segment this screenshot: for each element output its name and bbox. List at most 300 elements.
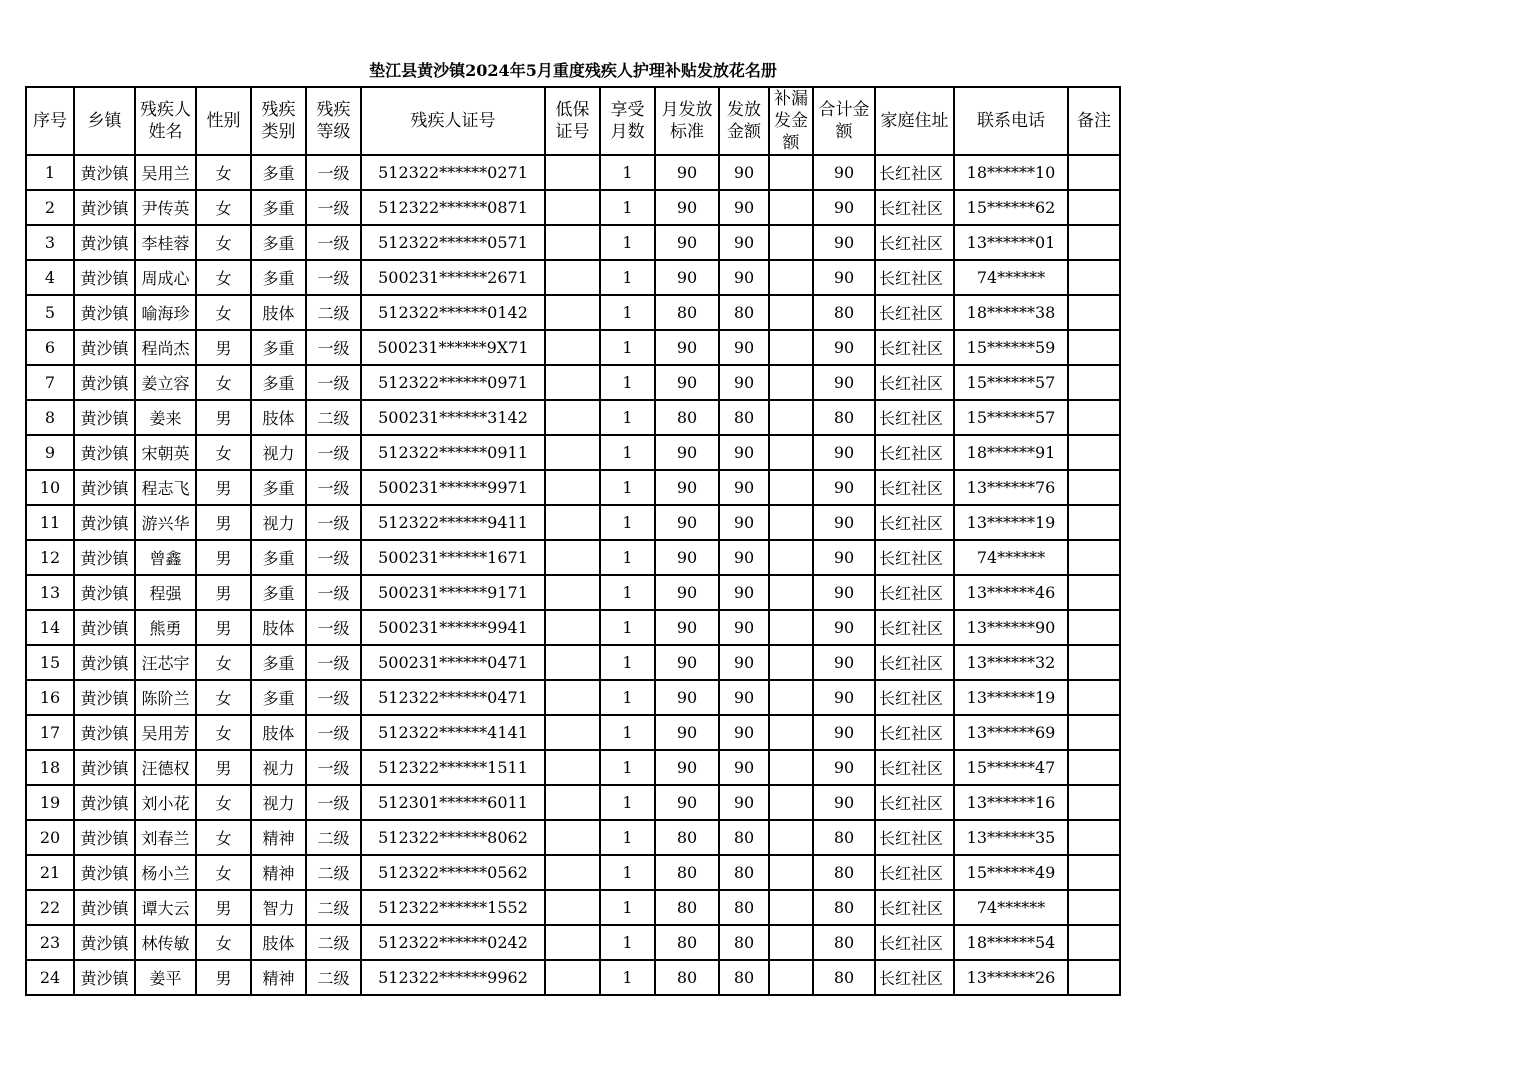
cell-address: 长红社区	[875, 330, 954, 365]
cell-gender: 女	[196, 295, 251, 330]
cell-supplement	[769, 190, 813, 225]
table-header-row	[26, 87, 1120, 155]
cell-name: 刘春兰	[135, 820, 196, 855]
cell-seq: 21	[26, 855, 74, 890]
cell-total: 90	[813, 715, 875, 750]
cell-dibao	[545, 610, 600, 645]
column-header-town	[74, 87, 135, 155]
table-row	[26, 330, 1120, 365]
table-row	[26, 225, 1120, 260]
table-row	[26, 750, 1120, 785]
cell-phone: 15******57	[954, 365, 1068, 400]
cell-dibao	[545, 960, 600, 995]
cell-seq: 18	[26, 750, 74, 785]
cell-total: 90	[813, 435, 875, 470]
cell-name: 李桂蓉	[135, 225, 196, 260]
cell-gender: 男	[196, 540, 251, 575]
cell-address: 长红社区	[875, 260, 954, 295]
column-header-text: 残疾人	[140, 100, 191, 120]
cell-months: 1	[600, 225, 655, 260]
cell-dibao	[545, 470, 600, 505]
cell-idno: 512322******9962	[361, 960, 545, 995]
cell-supplement	[769, 785, 813, 820]
cell-type: 智力	[251, 890, 306, 925]
cell-amount: 90	[719, 540, 769, 575]
cell-months: 1	[600, 435, 655, 470]
cell-gender: 男	[196, 330, 251, 365]
table-row	[26, 960, 1120, 995]
cell-grade: 一级	[306, 785, 361, 820]
cell-standard: 80	[655, 295, 719, 330]
cell-grade: 二级	[306, 855, 361, 890]
cell-name: 汪芯宇	[135, 645, 196, 680]
cell-amount: 90	[719, 225, 769, 260]
cell-name: 曾鑫	[135, 540, 196, 575]
cell-amount: 90	[719, 575, 769, 610]
column-header-supplement	[769, 87, 813, 155]
cell-name: 程强	[135, 575, 196, 610]
cell-seq: 19	[26, 785, 74, 820]
cell-phone: 18******91	[954, 435, 1068, 470]
cell-type: 肢体	[251, 295, 306, 330]
cell-remark	[1068, 365, 1120, 400]
cell-supplement	[769, 645, 813, 680]
cell-total: 90	[813, 540, 875, 575]
cell-months: 1	[600, 330, 655, 365]
cell-supplement	[769, 225, 813, 260]
cell-town: 黄沙镇	[74, 750, 135, 785]
table-row	[26, 365, 1120, 400]
cell-town: 黄沙镇	[74, 505, 135, 540]
cell-amount: 90	[719, 505, 769, 540]
cell-town: 黄沙镇	[74, 820, 135, 855]
cell-gender: 男	[196, 750, 251, 785]
cell-gender: 男	[196, 610, 251, 645]
cell-name: 陈阶兰	[135, 680, 196, 715]
cell-type: 多重	[251, 260, 306, 295]
cell-remark	[1068, 400, 1120, 435]
cell-remark	[1068, 890, 1120, 925]
table-row	[26, 155, 1120, 190]
cell-supplement	[769, 820, 813, 855]
cell-standard: 90	[655, 610, 719, 645]
cell-seq: 1	[26, 155, 74, 190]
cell-grade: 一级	[306, 540, 361, 575]
cell-type: 多重	[251, 190, 306, 225]
cell-type: 多重	[251, 575, 306, 610]
cell-months: 1	[600, 190, 655, 225]
cell-seq: 5	[26, 295, 74, 330]
table-row	[26, 505, 1120, 540]
cell-seq: 17	[26, 715, 74, 750]
cell-amount: 90	[719, 645, 769, 680]
cell-dibao	[545, 575, 600, 610]
column-header-text: 类别	[261, 122, 296, 142]
cell-seq: 8	[26, 400, 74, 435]
cell-grade: 一级	[306, 680, 361, 715]
cell-town: 黄沙镇	[74, 365, 135, 400]
cell-phone: 15******47	[954, 750, 1068, 785]
cell-type: 视力	[251, 785, 306, 820]
column-header-text: 额	[835, 122, 853, 142]
column-header-text: 性别	[206, 111, 241, 131]
cell-remark	[1068, 470, 1120, 505]
cell-gender: 女	[196, 855, 251, 890]
cell-remark	[1068, 715, 1120, 750]
cell-name: 程尚杰	[135, 330, 196, 365]
cell-seq: 4	[26, 260, 74, 295]
cell-town: 黄沙镇	[74, 295, 135, 330]
cell-idno: 512322******0971	[361, 365, 545, 400]
cell-address: 长红社区	[875, 435, 954, 470]
column-header-text: 证号	[555, 122, 590, 142]
cell-town: 黄沙镇	[74, 470, 135, 505]
cell-total: 80	[813, 400, 875, 435]
cell-total: 90	[813, 575, 875, 610]
cell-phone: 13******76	[954, 470, 1068, 505]
cell-town: 黄沙镇	[74, 225, 135, 260]
cell-total: 90	[813, 330, 875, 365]
cell-standard: 90	[655, 260, 719, 295]
column-header-standard	[655, 87, 719, 155]
column-header-text: 联系电话	[977, 111, 1045, 131]
cell-type: 多重	[251, 470, 306, 505]
table-row	[26, 785, 1120, 820]
column-header-text: 发放	[727, 100, 761, 120]
cell-town: 黄沙镇	[74, 400, 135, 435]
cell-phone: 13******69	[954, 715, 1068, 750]
cell-grade: 二级	[306, 890, 361, 925]
cell-phone: 18******38	[954, 295, 1068, 330]
cell-months: 1	[600, 575, 655, 610]
cell-dibao	[545, 925, 600, 960]
cell-type: 精神	[251, 960, 306, 995]
cell-remark	[1068, 750, 1120, 785]
cell-total: 90	[813, 470, 875, 505]
cell-idno: 512322******0871	[361, 190, 545, 225]
cell-dibao	[545, 785, 600, 820]
cell-idno: 512322******9411	[361, 505, 545, 540]
cell-months: 1	[600, 820, 655, 855]
cell-grade: 一级	[306, 155, 361, 190]
cell-months: 1	[600, 680, 655, 715]
cell-grade: 二级	[306, 400, 361, 435]
column-header-text: 残疾	[261, 100, 296, 120]
cell-phone: 74******	[954, 260, 1068, 295]
cell-idno: 512322******0271	[361, 155, 545, 190]
cell-amount: 90	[719, 155, 769, 190]
cell-town: 黄沙镇	[74, 330, 135, 365]
cell-phone: 13******26	[954, 960, 1068, 995]
cell-grade: 一级	[306, 190, 361, 225]
cell-type: 多重	[251, 645, 306, 680]
cell-amount: 80	[719, 925, 769, 960]
cell-address: 长红社区	[875, 575, 954, 610]
cell-name: 刘小花	[135, 785, 196, 820]
subsidy-roster-table	[25, 86, 1121, 996]
cell-type: 视力	[251, 750, 306, 785]
cell-grade: 一级	[306, 470, 361, 505]
cell-supplement	[769, 330, 813, 365]
cell-months: 1	[600, 960, 655, 995]
cell-months: 1	[600, 470, 655, 505]
cell-name: 喻海珍	[135, 295, 196, 330]
cell-remark	[1068, 855, 1120, 890]
cell-standard: 90	[655, 155, 719, 190]
cell-seq: 23	[26, 925, 74, 960]
cell-name: 汪德权	[135, 750, 196, 785]
cell-seq: 24	[26, 960, 74, 995]
column-header-name	[135, 87, 196, 155]
cell-amount: 90	[719, 435, 769, 470]
cell-phone: 13******90	[954, 610, 1068, 645]
cell-idno: 512322******0562	[361, 855, 545, 890]
cell-gender: 男	[196, 960, 251, 995]
column-header-phone	[954, 87, 1068, 155]
cell-grade: 一级	[306, 330, 361, 365]
cell-supplement	[769, 680, 813, 715]
cell-amount: 80	[719, 820, 769, 855]
cell-town: 黄沙镇	[74, 715, 135, 750]
table-row	[26, 400, 1120, 435]
cell-phone: 13******19	[954, 505, 1068, 540]
cell-total: 90	[813, 680, 875, 715]
cell-dibao	[545, 295, 600, 330]
cell-seq: 7	[26, 365, 74, 400]
cell-address: 长红社区	[875, 155, 954, 190]
cell-address: 长红社区	[875, 365, 954, 400]
cell-address: 长红社区	[875, 680, 954, 715]
cell-town: 黄沙镇	[74, 925, 135, 960]
cell-months: 1	[600, 540, 655, 575]
cell-months: 1	[600, 295, 655, 330]
cell-phone: 15******62	[954, 190, 1068, 225]
cell-town: 黄沙镇	[74, 435, 135, 470]
column-header-text: 家庭住址	[880, 111, 949, 131]
cell-grade: 二级	[306, 925, 361, 960]
cell-town: 黄沙镇	[74, 680, 135, 715]
cell-months: 1	[600, 505, 655, 540]
cell-dibao	[545, 820, 600, 855]
cell-standard: 90	[655, 470, 719, 505]
cell-months: 1	[600, 645, 655, 680]
cell-total: 90	[813, 750, 875, 785]
cell-total: 80	[813, 960, 875, 995]
cell-amount: 80	[719, 295, 769, 330]
column-header-text: 发金	[774, 111, 808, 131]
cell-months: 1	[600, 400, 655, 435]
column-header-text: 标准	[670, 122, 704, 142]
cell-standard: 90	[655, 365, 719, 400]
cell-remark	[1068, 505, 1120, 540]
column-header-text: 享受	[610, 100, 645, 120]
cell-grade: 二级	[306, 960, 361, 995]
cell-town: 黄沙镇	[74, 155, 135, 190]
cell-gender: 女	[196, 190, 251, 225]
column-header-text: 残疾	[316, 100, 351, 120]
cell-grade: 二级	[306, 295, 361, 330]
column-header-seq	[26, 87, 74, 155]
cell-seq: 20	[26, 820, 74, 855]
cell-address: 长红社区	[875, 225, 954, 260]
column-header-amount	[719, 87, 769, 155]
cell-seq: 22	[26, 890, 74, 925]
cell-address: 长红社区	[875, 715, 954, 750]
cell-idno: 512322******0142	[361, 295, 545, 330]
cell-gender: 男	[196, 400, 251, 435]
cell-supplement	[769, 575, 813, 610]
table-row	[26, 855, 1120, 890]
cell-name: 周成心	[135, 260, 196, 295]
cell-type: 视力	[251, 505, 306, 540]
cell-name: 姜平	[135, 960, 196, 995]
cell-months: 1	[600, 155, 655, 190]
column-header-text: 序号	[33, 111, 67, 131]
cell-amount: 80	[719, 400, 769, 435]
cell-amount: 80	[719, 960, 769, 995]
cell-phone: 13******19	[954, 680, 1068, 715]
cell-grade: 一级	[306, 750, 361, 785]
cell-total: 90	[813, 260, 875, 295]
cell-idno: 512301******6011	[361, 785, 545, 820]
cell-supplement	[769, 435, 813, 470]
cell-supplement	[769, 715, 813, 750]
cell-remark	[1068, 540, 1120, 575]
cell-total: 90	[813, 610, 875, 645]
cell-remark	[1068, 645, 1120, 680]
cell-standard: 80	[655, 400, 719, 435]
cell-idno: 500231******0471	[361, 645, 545, 680]
cell-supplement	[769, 365, 813, 400]
cell-dibao	[545, 890, 600, 925]
cell-type: 多重	[251, 365, 306, 400]
cell-town: 黄沙镇	[74, 785, 135, 820]
cell-standard: 90	[655, 785, 719, 820]
cell-months: 1	[600, 260, 655, 295]
cell-name: 吴用兰	[135, 155, 196, 190]
cell-remark	[1068, 190, 1120, 225]
cell-standard: 90	[655, 190, 719, 225]
cell-standard: 90	[655, 645, 719, 680]
cell-dibao	[545, 155, 600, 190]
cell-address: 长红社区	[875, 295, 954, 330]
cell-type: 肢体	[251, 610, 306, 645]
cell-seq: 6	[26, 330, 74, 365]
cell-grade: 一级	[306, 610, 361, 645]
cell-town: 黄沙镇	[74, 960, 135, 995]
cell-town: 黄沙镇	[74, 645, 135, 680]
cell-dibao	[545, 225, 600, 260]
cell-phone: 74******	[954, 540, 1068, 575]
column-header-type	[251, 87, 306, 155]
cell-amount: 90	[719, 715, 769, 750]
cell-gender: 女	[196, 715, 251, 750]
cell-grade: 二级	[306, 820, 361, 855]
cell-idno: 512322******4141	[361, 715, 545, 750]
cell-dibao	[545, 645, 600, 680]
cell-dibao	[545, 750, 600, 785]
cell-remark	[1068, 610, 1120, 645]
cell-remark	[1068, 295, 1120, 330]
cell-amount: 80	[719, 855, 769, 890]
cell-gender: 女	[196, 365, 251, 400]
cell-months: 1	[600, 925, 655, 960]
column-header-text: 补漏	[774, 89, 808, 109]
cell-supplement	[769, 890, 813, 925]
cell-total: 90	[813, 785, 875, 820]
cell-phone: 15******49	[954, 855, 1068, 890]
cell-dibao	[545, 680, 600, 715]
cell-supplement	[769, 505, 813, 540]
cell-standard: 90	[655, 540, 719, 575]
cell-town: 黄沙镇	[74, 610, 135, 645]
cell-type: 肢体	[251, 400, 306, 435]
table-row	[26, 435, 1120, 470]
cell-idno: 500231******9971	[361, 470, 545, 505]
cell-type: 多重	[251, 155, 306, 190]
column-header-text: 等级	[316, 122, 351, 142]
cell-idno: 500231******9941	[361, 610, 545, 645]
column-header-text: 合计金	[818, 100, 870, 120]
cell-standard: 90	[655, 715, 719, 750]
column-header-text: 乡镇	[87, 111, 122, 131]
cell-standard: 90	[655, 680, 719, 715]
cell-name: 宋朝英	[135, 435, 196, 470]
cell-address: 长红社区	[875, 750, 954, 785]
column-header-remark	[1068, 87, 1120, 155]
cell-address: 长红社区	[875, 400, 954, 435]
table-row	[26, 680, 1120, 715]
cell-total: 80	[813, 925, 875, 960]
cell-address: 长红社区	[875, 785, 954, 820]
cell-months: 1	[600, 610, 655, 645]
cell-remark	[1068, 155, 1120, 190]
cell-standard: 80	[655, 890, 719, 925]
cell-phone: 13******32	[954, 645, 1068, 680]
cell-dibao	[545, 190, 600, 225]
cell-months: 1	[600, 750, 655, 785]
column-header-text: 残疾人证号	[410, 111, 496, 131]
cell-supplement	[769, 400, 813, 435]
column-header-grade	[306, 87, 361, 155]
cell-remark	[1068, 925, 1120, 960]
cell-name: 尹传英	[135, 190, 196, 225]
cell-dibao	[545, 365, 600, 400]
cell-type: 精神	[251, 855, 306, 890]
cell-phone: 15******57	[954, 400, 1068, 435]
cell-address: 长红社区	[875, 190, 954, 225]
column-header-idno	[361, 87, 545, 155]
cell-town: 黄沙镇	[74, 260, 135, 295]
cell-idno: 512322******1511	[361, 750, 545, 785]
cell-type: 肢体	[251, 925, 306, 960]
cell-idno: 512322******0471	[361, 680, 545, 715]
cell-gender: 女	[196, 925, 251, 960]
table-row	[26, 540, 1120, 575]
cell-idno: 500231******3142	[361, 400, 545, 435]
column-header-text: 姓名	[148, 122, 183, 142]
cell-total: 90	[813, 225, 875, 260]
table-row	[26, 260, 1120, 295]
cell-idno: 500231******1671	[361, 540, 545, 575]
cell-standard: 90	[655, 330, 719, 365]
cell-supplement	[769, 540, 813, 575]
cell-grade: 一级	[306, 260, 361, 295]
cell-gender: 女	[196, 680, 251, 715]
cell-idno: 512322******0571	[361, 225, 545, 260]
cell-grade: 一级	[306, 505, 361, 540]
cell-amount: 90	[719, 785, 769, 820]
